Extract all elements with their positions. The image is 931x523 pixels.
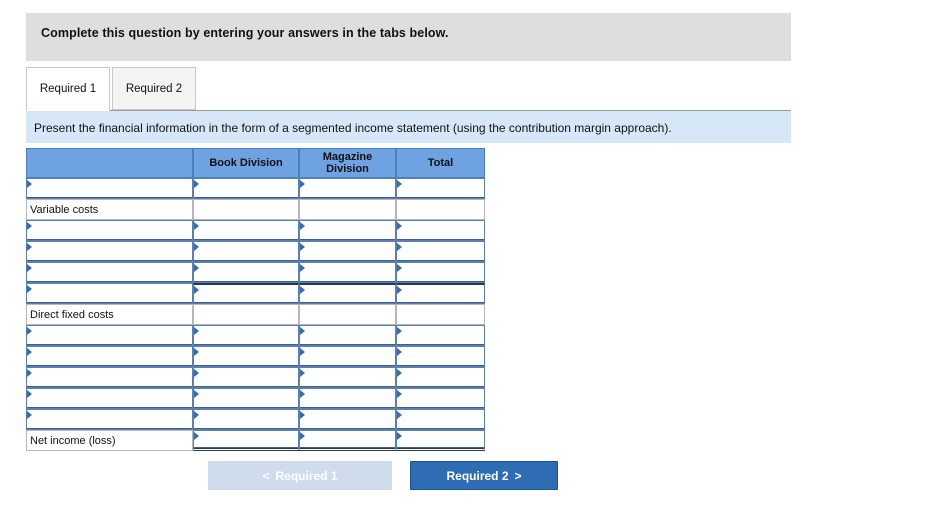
row-label-input[interactable] [26,346,193,367]
header-book-division: Book Division [193,148,299,178]
prev-button-label: Required 1 [275,468,338,483]
amount-field[interactable] [300,431,395,448]
amount-field[interactable] [397,431,484,448]
amount-field[interactable] [194,179,298,198]
tab-required-1[interactable]: Required 1 [26,67,110,111]
header-magazine-division: Magazine Division [299,148,396,178]
chevron-left-icon: < [262,468,270,483]
amount-field[interactable] [194,242,298,261]
amount-field[interactable] [300,389,395,408]
amount-field[interactable] [300,410,395,429]
amount-field[interactable] [194,263,298,282]
amount-input-total[interactable] [396,346,485,367]
amount-input-magazine-division[interactable] [299,325,396,346]
amount-field[interactable] [300,263,395,282]
instruction-text: Present the financial information in the form of a segmented income statement (using the contribution margin approach). [34,121,672,135]
amount-field[interactable] [397,410,484,429]
row-label-input[interactable] [26,388,193,409]
row-label-input[interactable] [26,262,193,283]
next-button-label: Required 2 [446,468,509,483]
amount-input-book-division[interactable] [193,430,299,451]
amount-input-book-division[interactable] [193,388,299,409]
amount-input-magazine-division[interactable] [299,283,396,304]
amount-field[interactable] [300,179,395,198]
amount-input-total[interactable] [396,262,485,283]
amount-field[interactable] [397,179,484,198]
amount-input-book-division[interactable] [193,178,299,199]
amount-input-book-division[interactable] [193,409,299,430]
row-label-field[interactable] [27,368,192,387]
amount-input-total[interactable] [396,388,485,409]
amount-field[interactable] [300,368,395,387]
amount-input-magazine-division[interactable] [299,409,396,430]
amount-field[interactable] [397,285,484,303]
amount-input-total[interactable] [396,178,485,199]
amount-input-magazine-division[interactable] [299,346,396,367]
amount-field[interactable] [300,285,395,303]
row-label-field[interactable] [27,347,192,366]
amount-field[interactable] [397,263,484,282]
question-banner [26,13,791,61]
banner-text: Complete this question by entering your answers in the tabs below. [41,26,449,40]
amount-field[interactable] [194,221,298,240]
amount-field[interactable] [300,326,395,345]
empty-cell [299,304,396,325]
amount-field[interactable] [397,221,484,240]
row-label-input[interactable] [26,178,193,199]
row-label-field[interactable] [27,221,192,240]
row-label-input[interactable] [26,409,193,430]
amount-field[interactable] [397,368,484,387]
amount-field[interactable] [194,431,298,448]
row-label-field[interactable] [27,410,192,429]
amount-field[interactable] [300,242,395,261]
amount-input-total[interactable] [396,367,485,388]
header-total: Total [396,148,485,178]
row-label-field[interactable] [27,284,192,303]
amount-input-magazine-division[interactable] [299,262,396,283]
amount-field[interactable] [397,326,484,345]
amount-field[interactable] [397,242,484,261]
instruction-bar [26,111,791,143]
empty-cell [299,199,396,220]
amount-field[interactable] [194,389,298,408]
amount-field[interactable] [194,347,298,366]
amount-input-total[interactable] [396,325,485,346]
row-label-input[interactable] [26,220,193,241]
chevron-right-icon: > [514,468,522,483]
amount-input-magazine-division[interactable] [299,241,396,262]
amount-input-magazine-division[interactable] [299,178,396,199]
amount-input-book-division[interactable] [193,367,299,388]
empty-cell [193,199,299,220]
tab-required-2[interactable]: Required 2 [112,67,196,110]
row-label-input[interactable] [26,325,193,346]
amount-input-total[interactable] [396,409,485,430]
amount-field[interactable] [300,347,395,366]
row-label-input[interactable] [26,241,193,262]
amount-field[interactable] [194,410,298,429]
empty-cell [193,304,299,325]
amount-input-total[interactable] [396,220,485,241]
amount-input-total[interactable] [396,430,485,451]
amount-input-total[interactable] [396,283,485,304]
prev-button [208,461,392,490]
amount-input-magazine-division[interactable] [299,220,396,241]
amount-input-total[interactable] [396,241,485,262]
row-label-field[interactable] [27,263,192,282]
header-label-column [26,148,193,178]
amount-field[interactable] [194,285,298,303]
amount-field[interactable] [397,347,484,366]
amount-input-book-division[interactable] [193,220,299,241]
amount-input-magazine-division[interactable] [299,367,396,388]
amount-input-book-division[interactable] [193,241,299,262]
row-label-field[interactable] [27,179,192,198]
amount-input-book-division[interactable] [193,262,299,283]
empty-cell [396,304,485,325]
amount-input-book-division[interactable] [193,346,299,367]
empty-cell [396,199,485,220]
amount-input-magazine-division[interactable] [299,430,396,451]
row-label: Variable costs [26,199,193,220]
amount-input-magazine-division[interactable] [299,388,396,409]
amount-field[interactable] [194,368,298,387]
amount-input-book-division[interactable] [193,283,299,304]
amount-field[interactable] [194,326,298,345]
row-label-field[interactable] [27,242,192,261]
next-button[interactable] [410,461,558,490]
row-label-input[interactable] [26,283,193,304]
row-label-input[interactable] [26,367,193,388]
amount-field[interactable] [397,389,484,408]
row-label: Net income (loss) [26,430,193,451]
amount-field[interactable] [300,221,395,240]
row-label-field[interactable] [27,326,192,345]
row-label: Direct fixed costs [26,304,193,325]
amount-input-book-division[interactable] [193,325,299,346]
row-label-field[interactable] [27,389,192,408]
